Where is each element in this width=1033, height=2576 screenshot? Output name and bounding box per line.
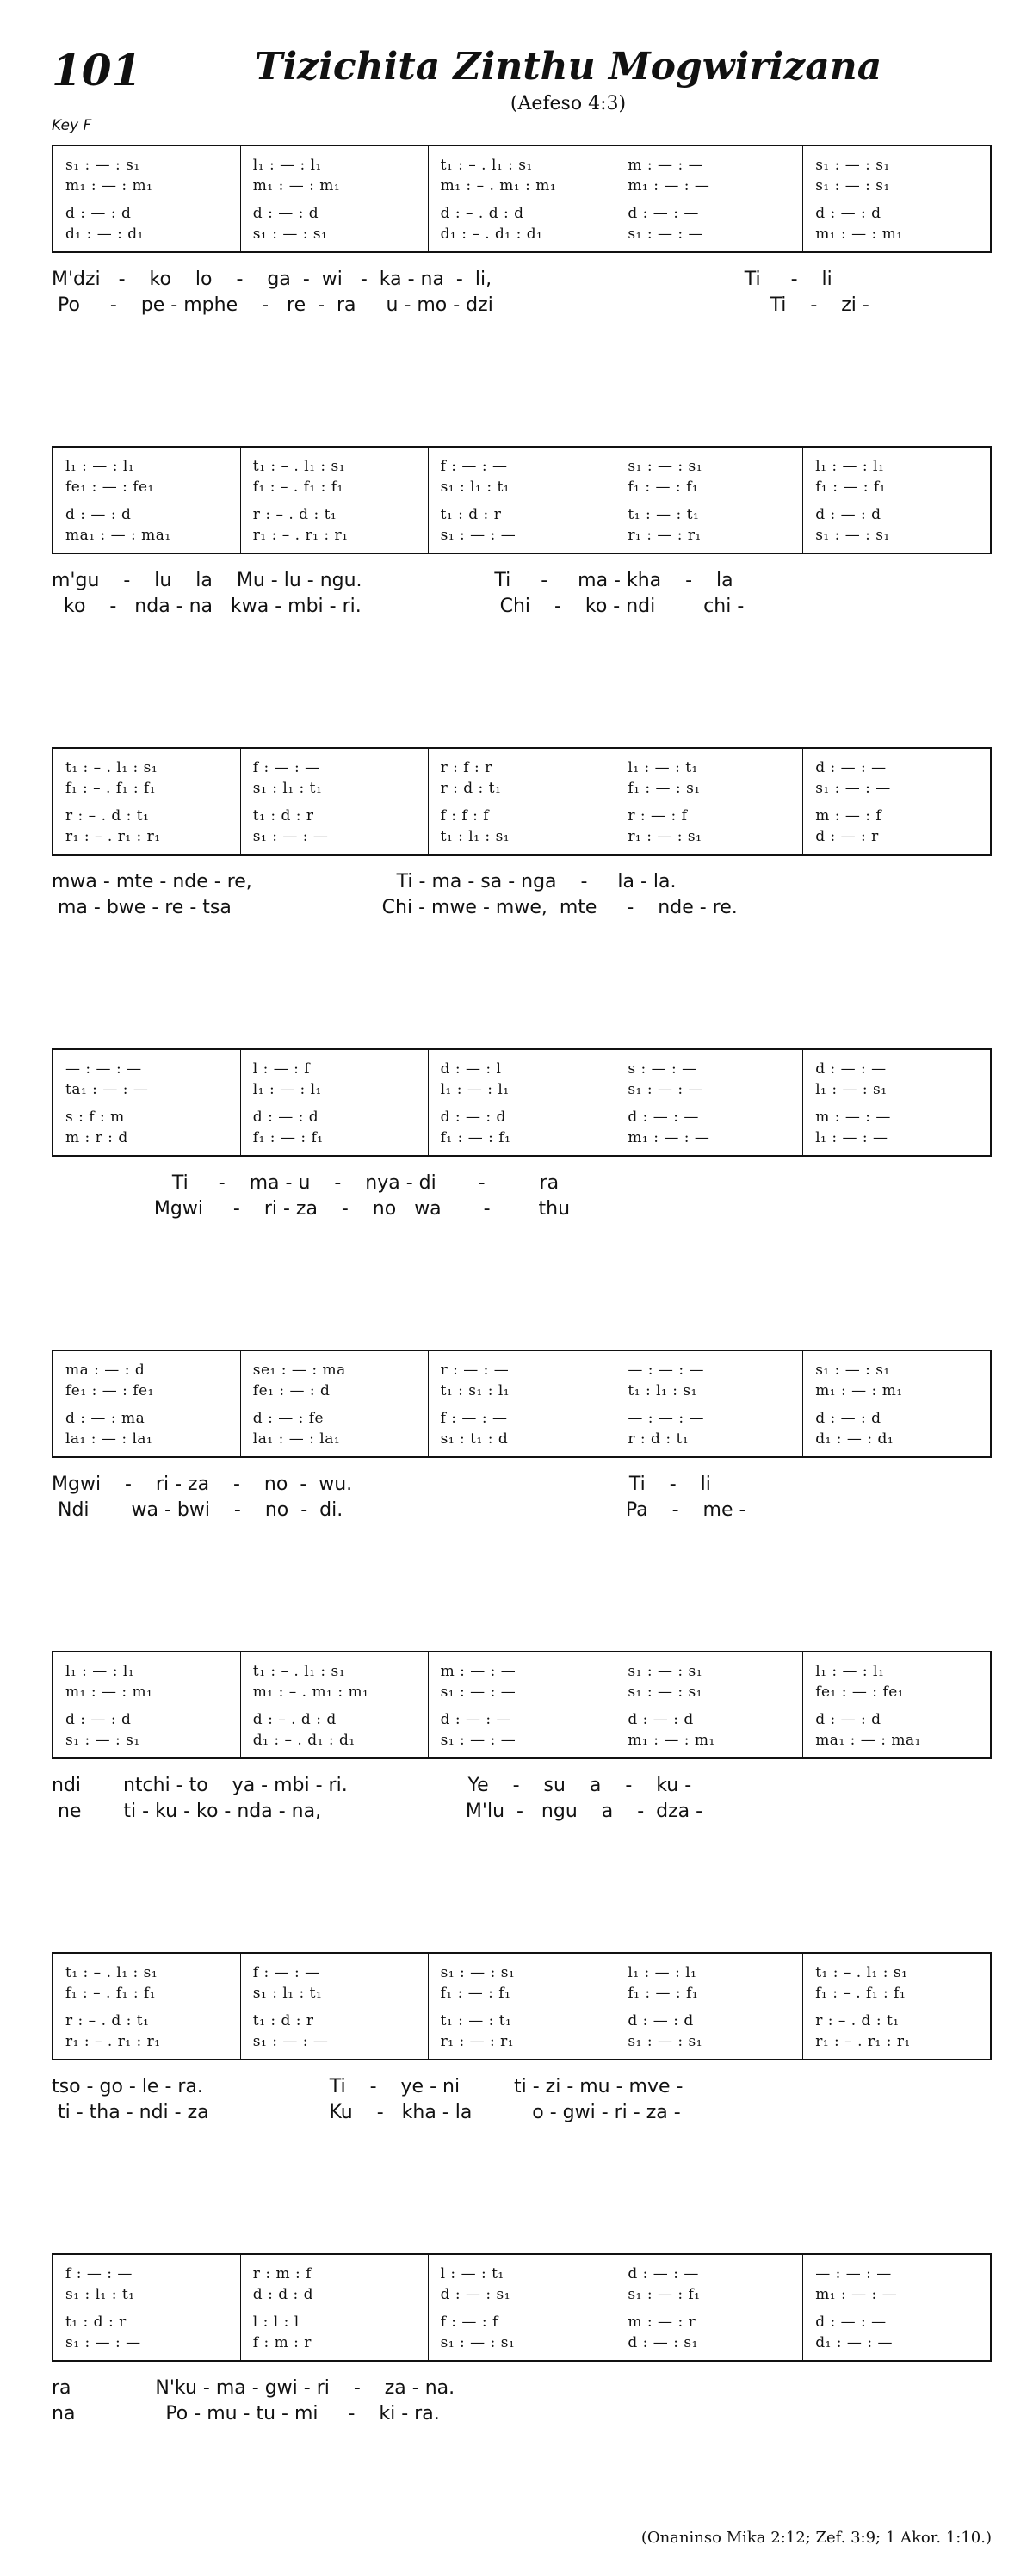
voice-line: l : l : l bbox=[252, 2313, 300, 2331]
voice-line: d : — : d bbox=[815, 1711, 881, 1728]
voice-line: s₁ : — : f₁ bbox=[628, 2286, 701, 2303]
voice-line: l₁ : — : l₁ bbox=[628, 1964, 697, 1981]
voice-line: d₁ : – . d₁ : d₁ bbox=[252, 1732, 356, 1749]
voice-line: s₁ : — : s₁ bbox=[815, 157, 890, 174]
voice-line: s₁ : l₁ : t₁ bbox=[252, 780, 323, 797]
measure bbox=[615, 1351, 802, 1456]
voice-line: f₁ : — : f₁ bbox=[440, 1985, 511, 2002]
voice-line: m₁ : — : m₁ bbox=[252, 177, 341, 195]
voice-line: d : — : d bbox=[628, 1711, 694, 1728]
voice-line: t₁ : – . l₁ : s₁ bbox=[815, 1964, 908, 1981]
solfa-staff bbox=[52, 1350, 992, 1458]
voice-line: la₁ : — : la₁ bbox=[252, 1430, 341, 1448]
lyric-line: Ndi wa - bwi - no - di. Pa - me - bbox=[52, 1499, 746, 1521]
voice-line: s₁ : — : s₁ bbox=[440, 2334, 516, 2351]
measure bbox=[802, 1050, 990, 1155]
measure bbox=[240, 1351, 428, 1456]
voice-line: m : — : r bbox=[628, 2313, 696, 2331]
voice-line: m₁ : — : — bbox=[815, 2286, 898, 2303]
measure bbox=[802, 2255, 990, 2360]
voice-line: d₁ : — : — bbox=[815, 2334, 893, 2351]
voice-line: r₁ : – . r₁ : r₁ bbox=[252, 527, 349, 544]
voice-line: fe₁ : — : d bbox=[252, 1382, 331, 1399]
voice-line: f : — : — bbox=[252, 759, 320, 776]
voice-line: t₁ : d : r bbox=[440, 506, 502, 523]
measure bbox=[53, 749, 240, 854]
voice-line: m₁ : — : — bbox=[628, 1129, 710, 1146]
lyric-line: ne ti - ku - ko - nda - na, M'lu - ngu a - dza - bbox=[52, 1801, 703, 1822]
voice-line: s₁ : — : s₁ bbox=[628, 1683, 703, 1701]
voice-line: t₁ : d : r bbox=[252, 2012, 314, 2029]
voice-line: s₁ : — : — bbox=[628, 1081, 703, 1098]
voice-line: l₁ : — : l₁ bbox=[252, 157, 322, 174]
lyric-line: tso - go - le - ra. Ti - ye - ni ti - zi - mu - mve - bbox=[52, 2076, 684, 2097]
voice-line: f₁ : — : f₁ bbox=[815, 479, 886, 496]
solfa-staff bbox=[52, 446, 992, 554]
voice-line: s₁ : — : s₁ bbox=[815, 1362, 890, 1379]
voice-line: r : – . d : t₁ bbox=[65, 2012, 150, 2029]
measure bbox=[53, 1652, 240, 1757]
voice-line: t₁ : – . l₁ : s₁ bbox=[252, 458, 346, 475]
music-system bbox=[52, 145, 992, 318]
voice-line: — : — : — bbox=[65, 1060, 142, 1078]
voice-line: s₁ : — : — bbox=[65, 2334, 141, 2351]
measure bbox=[615, 1050, 802, 1155]
voice-line: l₁ : — : l₁ bbox=[815, 1663, 885, 1680]
voice-line: r : – . d : t₁ bbox=[815, 2012, 900, 2029]
voice-line: d : — : — bbox=[815, 2313, 887, 2331]
voice-line: s₁ : — : s₁ bbox=[65, 157, 140, 174]
music-system bbox=[52, 1048, 992, 1222]
voice-line: d : — : — bbox=[815, 1060, 887, 1078]
lyric-line: Ti - ma - u - nya - di - ra bbox=[52, 1172, 560, 1194]
voice-line: s₁ : — : — bbox=[440, 1732, 516, 1749]
voice-line: l₁ : — : s₁ bbox=[815, 1081, 888, 1098]
voice-line: s₁ : — : — bbox=[815, 780, 891, 797]
measure bbox=[53, 2255, 240, 2360]
measure bbox=[802, 749, 990, 854]
measure bbox=[53, 1050, 240, 1155]
measure bbox=[53, 146, 240, 251]
voice-line: t₁ : l₁ : s₁ bbox=[628, 1382, 697, 1399]
voice-line: d : — : d bbox=[252, 205, 319, 222]
voice-line: l₁ : — : l₁ bbox=[440, 1081, 510, 1098]
measure bbox=[428, 1954, 615, 2059]
measure bbox=[240, 749, 428, 854]
voice-line: m : r : d bbox=[65, 1129, 128, 1146]
measure bbox=[240, 2255, 428, 2360]
voice-line: r₁ : — : r₁ bbox=[440, 2033, 515, 2050]
voice-line: r : m : f bbox=[252, 2265, 312, 2283]
measure bbox=[615, 146, 802, 251]
measure bbox=[802, 1652, 990, 1757]
voice-line: s₁ : t₁ : d bbox=[440, 1430, 509, 1448]
voice-line: s₁ : — : s₁ bbox=[628, 2033, 703, 2050]
music-system bbox=[52, 1952, 992, 2126]
lyrics bbox=[52, 568, 992, 620]
solfa-staff bbox=[52, 1651, 992, 1759]
measure bbox=[428, 1050, 615, 1155]
voice-line: s₁ : — : — bbox=[252, 2033, 329, 2050]
voice-line: s₁ : l₁ : t₁ bbox=[65, 2286, 135, 2303]
measure bbox=[802, 1954, 990, 2059]
measure bbox=[240, 448, 428, 553]
hymn-title: Tizichita Zinthu Mogwirizana bbox=[254, 45, 882, 89]
voice-line: s₁ : — : s₁ bbox=[628, 1663, 703, 1680]
lyric-line: Mgwi - ri - za - no - wu. Ti - li bbox=[52, 1473, 711, 1495]
measure bbox=[240, 1652, 428, 1757]
measure bbox=[802, 1351, 990, 1456]
measure bbox=[802, 146, 990, 251]
lyric-line: ma - bwe - re - tsa Chi - mwe - mwe, mte - nde - re. bbox=[52, 897, 738, 918]
voice-line: d : — : d bbox=[440, 1109, 506, 1126]
voice-line: m : — : — bbox=[440, 1663, 516, 1680]
voice-line: r : — : — bbox=[440, 1362, 510, 1379]
voice-line: m₁ : — : m₁ bbox=[815, 1382, 903, 1399]
voice-line: t₁ : – . l₁ : s₁ bbox=[252, 1663, 346, 1680]
voice-line: r : – . d : t₁ bbox=[65, 807, 150, 825]
voice-line: d₁ : – . d₁ : d₁ bbox=[440, 225, 543, 243]
voice-line: t₁ : d : r bbox=[65, 2313, 127, 2331]
measure bbox=[240, 1954, 428, 2059]
measure bbox=[615, 448, 802, 553]
voice-line: r : d : t₁ bbox=[440, 780, 502, 797]
voice-line: r : d : t₁ bbox=[628, 1430, 690, 1448]
music-system bbox=[52, 2253, 992, 2427]
voice-line: s₁ : — : s₁ bbox=[440, 1964, 516, 1981]
music-system bbox=[52, 1350, 992, 1523]
voice-line: r₁ : — : r₁ bbox=[628, 527, 702, 544]
voice-line: d : — : s₁ bbox=[628, 2334, 698, 2351]
voice-line: f : — : — bbox=[65, 2265, 133, 2283]
voice-line: r : — : f bbox=[628, 807, 688, 825]
measure bbox=[615, 749, 802, 854]
voice-line: f : — : — bbox=[440, 1410, 508, 1427]
lyric-line: ndi ntchi - to ya - mbi - ri. Ye - su a - ku - bbox=[52, 1775, 692, 1796]
key-signature: Key F bbox=[52, 117, 92, 134]
measure bbox=[240, 146, 428, 251]
voice-line: t₁ : — : t₁ bbox=[628, 506, 700, 523]
measure bbox=[615, 1954, 802, 2059]
lyric-line: M'dzi - ko lo - ga - wi - ka - na - li, Ti - li bbox=[52, 269, 832, 290]
voice-line: f₁ : – . f₁ : f₁ bbox=[815, 1985, 906, 2002]
music-system bbox=[52, 446, 992, 620]
voice-line: m₁ : – . m₁ : m₁ bbox=[252, 1683, 369, 1701]
voice-line: l₁ : — : l₁ bbox=[815, 458, 885, 475]
measure bbox=[428, 146, 615, 251]
measure bbox=[802, 448, 990, 553]
voice-line: d : — : s₁ bbox=[440, 2286, 511, 2303]
voice-line: — : — : — bbox=[628, 1362, 704, 1379]
voice-line: f₁ : — : f₁ bbox=[440, 1129, 511, 1146]
voice-line: t₁ : d : r bbox=[252, 807, 314, 825]
music-system bbox=[52, 1651, 992, 1825]
lyrics bbox=[52, 1171, 992, 1222]
voice-line: s₁ : — : s₁ bbox=[65, 1732, 140, 1749]
voice-line: f : — : — bbox=[440, 458, 508, 475]
voice-line: d : — : r bbox=[815, 828, 879, 845]
lyric-line: mwa - mte - nde - re, Ti - ma - sa - nga - la - la. bbox=[52, 871, 677, 893]
voice-line: d : — : — bbox=[628, 2265, 699, 2283]
voice-line: d : — : d bbox=[815, 1410, 881, 1427]
voice-line: s₁ : — : — bbox=[440, 1683, 516, 1701]
voice-line: m : — : — bbox=[628, 157, 704, 174]
voice-line: d : — : d bbox=[65, 1711, 132, 1728]
measure bbox=[53, 1954, 240, 2059]
lyric-line: na Po - mu - tu - mi - ki - ra. bbox=[52, 2403, 440, 2425]
lyric-line: Mgwi - ri - za - no wa - thu bbox=[52, 1198, 571, 1220]
voice-line: d₁ : — : d₁ bbox=[815, 1430, 894, 1448]
voice-line: d : — : fe bbox=[252, 1410, 325, 1427]
measure bbox=[615, 2255, 802, 2360]
solfa-staff bbox=[52, 145, 992, 253]
voice-line: r₁ : – . r₁ : r₁ bbox=[65, 828, 161, 845]
voice-line: f₁ : — : s₁ bbox=[628, 780, 701, 797]
voice-line: f₁ : — : f₁ bbox=[628, 1985, 699, 2002]
voice-line: f₁ : — : f₁ bbox=[252, 1129, 324, 1146]
voice-line: t₁ : s₁ : l₁ bbox=[440, 1382, 510, 1399]
voice-line: — : — : — bbox=[815, 2265, 892, 2283]
voice-line: f₁ : — : f₁ bbox=[628, 479, 699, 496]
measure bbox=[428, 2255, 615, 2360]
voice-line: d : – . d : d bbox=[252, 1711, 337, 1728]
voice-line: s₁ : l₁ : t₁ bbox=[440, 479, 510, 496]
voice-line: d : — : — bbox=[628, 1109, 699, 1126]
lyrics bbox=[52, 1773, 992, 1825]
lyric-line: Po - pe - mphe - re - ra u - mo - dzi Ti - zi - bbox=[52, 294, 869, 316]
voice-line: r₁ : – . r₁ : r₁ bbox=[815, 2033, 911, 2050]
voice-line: d : — : d bbox=[65, 506, 132, 523]
solfa-staff bbox=[52, 2253, 992, 2362]
voice-line: s₁ : — : — bbox=[628, 225, 703, 243]
voice-line: s₁ : — : s₁ bbox=[815, 177, 890, 195]
voice-line: d : — : ma bbox=[65, 1410, 145, 1427]
voice-line: l₁ : — : l₁ bbox=[65, 458, 135, 475]
voice-line: s₁ : — : s₁ bbox=[252, 225, 328, 243]
voice-line: — : — : — bbox=[628, 1410, 704, 1427]
voice-line: d : – . d : d bbox=[440, 205, 524, 222]
lyric-line: ra N'ku - ma - gwi - ri - za - na. bbox=[52, 2377, 455, 2399]
voice-line: f : f : f bbox=[440, 807, 490, 825]
voice-line: fe₁ : — : fe₁ bbox=[65, 1382, 154, 1399]
voice-line: l₁ : — : l₁ bbox=[252, 1081, 322, 1098]
voice-line: d : — : d bbox=[815, 205, 881, 222]
footnote: (Onaninso Mika 2:12; Zef. 3:9; 1 Akor. 1:10.) bbox=[640, 2529, 992, 2547]
solfa-staff bbox=[52, 1048, 992, 1157]
measure bbox=[53, 448, 240, 553]
voice-line: se₁ : — : ma bbox=[252, 1362, 346, 1379]
voice-line: l : — : f bbox=[252, 1060, 311, 1078]
solfa-staff bbox=[52, 1952, 992, 2060]
lyrics bbox=[52, 2074, 992, 2126]
voice-line: s₁ : — : s₁ bbox=[815, 527, 890, 544]
measure bbox=[240, 1050, 428, 1155]
voice-line: m₁ : — : m₁ bbox=[65, 177, 153, 195]
lyrics bbox=[52, 869, 992, 921]
voice-line: l₁ : — : — bbox=[815, 1129, 888, 1146]
voice-line: d : — : — bbox=[815, 759, 887, 776]
measure bbox=[428, 448, 615, 553]
voice-line: f : m : r bbox=[252, 2334, 312, 2351]
voice-line: l : — : t₁ bbox=[440, 2265, 504, 2283]
voice-line: f₁ : – . f₁ : f₁ bbox=[252, 479, 343, 496]
measure bbox=[428, 1652, 615, 1757]
hymn-number: 101 bbox=[52, 45, 142, 96]
voice-line: d : — : d bbox=[628, 2012, 694, 2029]
voice-line: m₁ : — : m₁ bbox=[815, 225, 903, 243]
voice-line: r₁ : – . r₁ : r₁ bbox=[65, 2033, 161, 2050]
voice-line: f : — : — bbox=[252, 1964, 320, 1981]
lyrics bbox=[52, 2375, 992, 2427]
voice-line: s : — : — bbox=[628, 1060, 697, 1078]
voice-line: d : — : d bbox=[815, 506, 881, 523]
lyric-line: ko - nda - na kwa - mbi - ri. Chi - ko - ndi chi - bbox=[52, 596, 745, 617]
voice-line: ma₁ : — : ma₁ bbox=[815, 1732, 921, 1749]
voice-line: fe₁ : — : fe₁ bbox=[815, 1683, 905, 1701]
voice-line: m₁ : – . m₁ : m₁ bbox=[440, 177, 557, 195]
measure bbox=[53, 1351, 240, 1456]
voice-line: s₁ : — : s₁ bbox=[628, 458, 703, 475]
voice-line: d : d : d bbox=[252, 2286, 314, 2303]
voice-line: t₁ : — : t₁ bbox=[440, 2012, 512, 2029]
voice-line: m₁ : — : — bbox=[628, 177, 710, 195]
lyrics bbox=[52, 267, 992, 318]
voice-line: t₁ : – . l₁ : s₁ bbox=[65, 1964, 158, 1981]
voice-line: m : — : — bbox=[815, 1109, 891, 1126]
lyric-line: ti - tha - ndi - za Ku - kha - la o - gwi - ri - za - bbox=[52, 2102, 681, 2123]
voice-line: s₁ : — : — bbox=[252, 828, 329, 845]
voice-line: l₁ : — : l₁ bbox=[65, 1663, 135, 1680]
music-system bbox=[52, 747, 992, 921]
voice-line: t₁ : – . l₁ : s₁ bbox=[440, 157, 533, 174]
voice-line: d : — : d bbox=[252, 1109, 319, 1126]
voice-line: r : – . d : t₁ bbox=[252, 506, 337, 523]
voice-line: f₁ : – . f₁ : f₁ bbox=[65, 1985, 157, 2002]
voice-line: l₁ : — : t₁ bbox=[628, 759, 698, 776]
voice-line: d₁ : — : d₁ bbox=[65, 225, 144, 243]
voice-line: d : — : d bbox=[65, 205, 132, 222]
measure bbox=[428, 1351, 615, 1456]
solfa-staff bbox=[52, 747, 992, 856]
voice-line: m : — : f bbox=[815, 807, 882, 825]
voice-line: s : f : m bbox=[65, 1109, 125, 1126]
voice-line: ta₁ : — : — bbox=[65, 1081, 149, 1098]
lyric-line: m'gu - lu la Mu - lu - ngu. Ti - ma - kha - la bbox=[52, 570, 733, 591]
voice-line: ma : — : d bbox=[65, 1362, 145, 1379]
voice-line: m₁ : — : m₁ bbox=[628, 1732, 715, 1749]
voice-line: d : — : — bbox=[440, 1711, 512, 1728]
voice-line: m₁ : — : m₁ bbox=[65, 1683, 153, 1701]
voice-line: d : — : — bbox=[628, 205, 699, 222]
voice-line: ma₁ : — : ma₁ bbox=[65, 527, 171, 544]
voice-line: la₁ : — : la₁ bbox=[65, 1430, 153, 1448]
lyrics bbox=[52, 1472, 992, 1523]
measure bbox=[615, 1652, 802, 1757]
voice-line: t₁ : l₁ : s₁ bbox=[440, 828, 510, 845]
voice-line: s₁ : — : — bbox=[440, 527, 516, 544]
voice-line: d : — : l bbox=[440, 1060, 502, 1078]
measure bbox=[428, 749, 615, 854]
scripture-reference: (Aefeso 4:3) bbox=[510, 93, 627, 114]
voice-line: r : f : r bbox=[440, 759, 492, 776]
voice-line: f₁ : – . f₁ : f₁ bbox=[65, 780, 157, 797]
voice-line: t₁ : – . l₁ : s₁ bbox=[65, 759, 158, 776]
voice-line: f : — : f bbox=[440, 2313, 498, 2331]
voice-line: r₁ : — : s₁ bbox=[628, 828, 702, 845]
voice-line: s₁ : l₁ : t₁ bbox=[252, 1985, 323, 2002]
voice-line: fe₁ : — : fe₁ bbox=[65, 479, 154, 496]
